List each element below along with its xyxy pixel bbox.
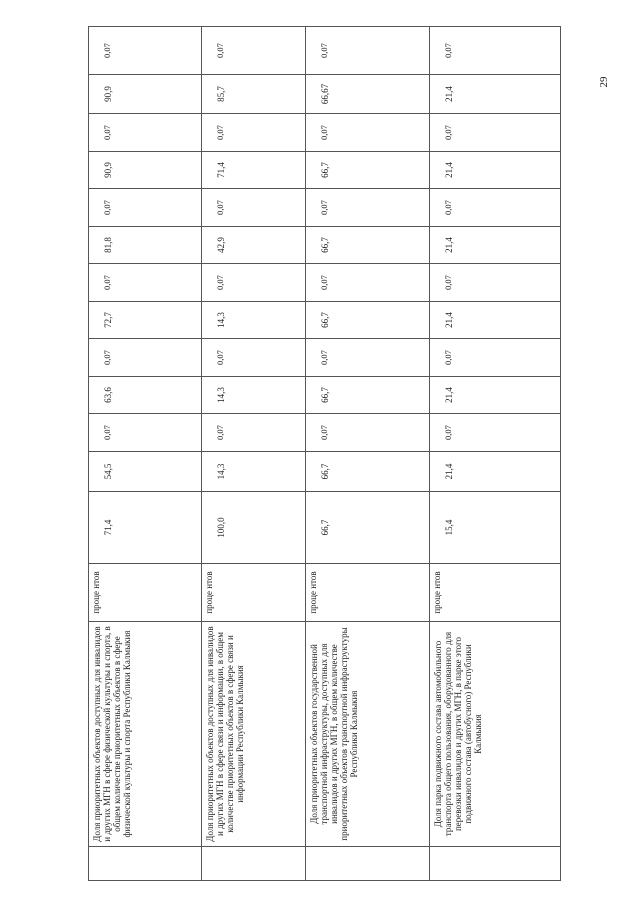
table-row: [430, 27, 561, 881]
value-cell: 66,7: [306, 452, 430, 492]
value-cell: 66,7: [306, 227, 430, 264]
value-cell: 0,07: [430, 27, 561, 75]
value-cell: 0,07: [306, 189, 430, 227]
value-cell: 0,07: [89, 27, 202, 75]
value-cell: 71,4: [89, 492, 202, 564]
value-cell: 21,4: [430, 377, 561, 414]
value-cell: 14,3: [202, 302, 306, 339]
indicator-description: Доля приоритетных объектов доступных для инвалидов и других МГН в сфере физической культуры и спорта, в общем количестве приоритетных объектов в сфере физической культуры и спорта Республики Калмыкия: [89, 622, 202, 847]
value-cell: 66,7: [306, 302, 430, 339]
table-cell-empty: [89, 847, 202, 881]
value-cell: 42,9: [202, 227, 306, 264]
indicator-description: Доля приоритетных объектов доступных для инвалидов и других МГН в сфере связи и информации, в общем количестве приоритетных объектов в сфере связи и информации Республики Калмыкия: [202, 622, 306, 847]
value-cell: 85,7: [202, 75, 306, 114]
value-cell: 63,6: [89, 377, 202, 414]
value-cell: 66,7: [306, 492, 430, 564]
value-cell: 66,67: [306, 75, 430, 114]
value-cell: 66,7: [306, 377, 430, 414]
value-cell: 0,07: [202, 339, 306, 377]
value-cell: 0,07: [306, 264, 430, 302]
value-cell: 0,07: [202, 189, 306, 227]
table-cell-empty: [430, 847, 561, 881]
value-cell: 90,9: [89, 75, 202, 114]
value-cell: 21,4: [430, 302, 561, 339]
value-cell: 66,7: [306, 152, 430, 189]
value-cell: 0,07: [306, 27, 430, 75]
value-cell: 0,07: [430, 339, 561, 377]
unit-cell: проце нтов: [202, 564, 306, 622]
value-cell: 0,07: [430, 114, 561, 152]
table-row: [202, 27, 306, 881]
value-cell: 72,7: [89, 302, 202, 339]
value-cell: 14,3: [202, 377, 306, 414]
value-cell: 81,8: [89, 227, 202, 264]
value-cell: 54,5: [89, 452, 202, 492]
value-cell: 0,07: [89, 414, 202, 452]
value-cell: 0,07: [306, 339, 430, 377]
rotated-table-content: [88, 26, 560, 881]
value-cell: 71,4: [202, 152, 306, 189]
value-cell: 0,07: [89, 264, 202, 302]
value-cell: 90,9: [89, 152, 202, 189]
value-cell: 0,07: [89, 339, 202, 377]
page-number: 29: [598, 76, 610, 88]
indicator-description: Доля приоритетных объектов государственной транспортной инфраструктуры, доступных для инвалидов и других МГН, в общем количестве приоритетных объектов транспортной инфраструктуры Республики Калмыкия: [306, 622, 430, 847]
value-cell: 21,4: [430, 227, 561, 264]
value-cell: 0,07: [202, 414, 306, 452]
value-cell: 0,07: [89, 189, 202, 227]
value-cell: 0,07: [202, 114, 306, 152]
value-cell: 21,4: [430, 75, 561, 114]
rotated-table-frame: [88, 26, 560, 881]
value-cell: 14,3: [202, 452, 306, 492]
table-cell-empty: [306, 847, 430, 881]
value-cell: 0,07: [430, 264, 561, 302]
value-cell: 0,07: [306, 114, 430, 152]
indicators-table: [88, 26, 561, 881]
value-cell: 15,4: [430, 492, 561, 564]
value-cell: 21,4: [430, 152, 561, 189]
value-cell: 0,07: [430, 189, 561, 227]
table-row: [306, 27, 430, 881]
value-cell: 100,0: [202, 492, 306, 564]
unit-cell: проце нтов: [306, 564, 430, 622]
unit-cell: проце нтов: [89, 564, 202, 622]
table-cell-empty: [202, 847, 306, 881]
value-cell: 0,07: [430, 414, 561, 452]
value-cell: 0,07: [202, 264, 306, 302]
unit-cell: проце нтов: [430, 564, 561, 622]
table-row: [89, 27, 202, 881]
value-cell: 0,07: [89, 114, 202, 152]
value-cell: 21,4: [430, 452, 561, 492]
indicator-description: Доля парка подвижного состава автомобильного транспорта общего пользования, оборудованного для перевозки инвалидов и других МГН, в парке этого подвижного состава (автобусного) Республики Калмыкия: [430, 622, 561, 847]
value-cell: 0,07: [202, 27, 306, 75]
value-cell: 0,07: [306, 414, 430, 452]
